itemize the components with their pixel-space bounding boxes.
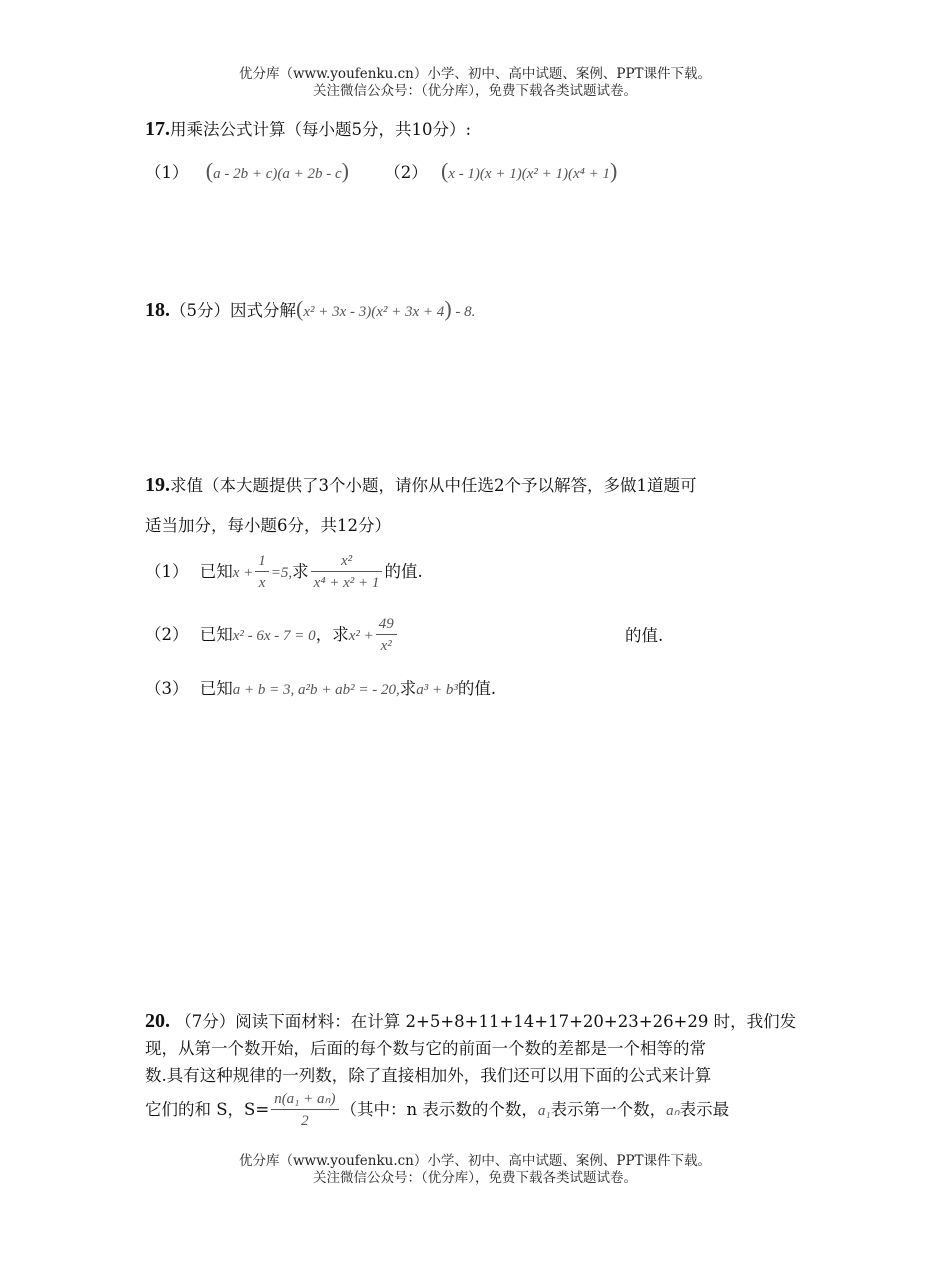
q20-line-3: 数.具有这种规律的一列数，除了直接相加外，我们还可以用下面的公式来计算 (145, 1066, 712, 1085)
q19-p2-fraction: $\frac{49}{\text{x²}}$ (376, 614, 397, 657)
q19-p3-expr-b: a³ + b³ (416, 682, 458, 698)
q17-title: 用乘法公式计算（每小题5分，共10分）: (170, 120, 472, 139)
q18-expression: (x² + 3x - 3)(x² + 3x + 4) - 8. (296, 296, 476, 321)
q19-p1-expr-a: x + (232, 565, 254, 581)
page-footer (0, 1153, 950, 1187)
q19-intro-1: 求值（本大题提供了3个小题，请你从中任选2个予以解答，多做1道题可 (170, 476, 697, 495)
q19-part-2 (145, 614, 665, 657)
q19-p1-fraction: $\frac{1}{x}$ (255, 551, 269, 594)
q19-p1-fraction-2: $\frac{\text{x²}}{\text{x⁴ + x² + 1}}$ (311, 551, 383, 594)
q19-p1-label: （1） (145, 562, 189, 581)
page-header (0, 66, 950, 100)
q19-p3-ask: 求 (399, 679, 417, 698)
q20-sum-formula: $\frac{\text{n(a₁ + aₙ)}}{2}$ (271, 1089, 338, 1132)
q19-p3-label: （3） (145, 679, 189, 698)
q19-p1-tail: 的值. (384, 562, 423, 581)
q17-p2-expression: (x - 1)(x + 1)(x² + 1)(x⁴ + 1) (440, 158, 618, 183)
q19-p3-known: 已知 (199, 679, 233, 698)
q19-intro-line-1 (145, 472, 697, 497)
q19-part-3 (145, 675, 496, 699)
q19-number: 19. (145, 474, 170, 496)
q19-p2-label: （2） (145, 625, 189, 644)
q19-p2-known: 已知 (199, 625, 233, 644)
q18-line (145, 296, 475, 322)
q19-p2-tail: 的值. (625, 626, 664, 645)
q19-p1-known: 已知 (199, 562, 233, 581)
q20-a1: a₁ (537, 1103, 551, 1119)
q20-number: 20. (145, 1010, 170, 1032)
q20-paragraph (145, 1008, 807, 1132)
footer-line-1: 优分库（www.youfenku.cn）小学、初中、高中试题、案例、PPT课件下载。 (238, 1153, 712, 1169)
q19-p1-ask: 求 (292, 562, 309, 581)
q18-number: 18. (145, 299, 170, 321)
q19-p2-expr: x² - 6x - 7 = 0 (232, 628, 316, 644)
q20-an: aₙ (666, 1103, 680, 1119)
q20-line-2: 现，从第一个数开始，后面的每个数与它的前面一个数的差都是一个相等的常 (145, 1039, 706, 1058)
q19-p3-expr: a + b = 3, a²b + ab² = - 20, (232, 682, 400, 698)
header-line-2: 关注微信公众号：（优分库），免费下载各类试题试卷。 (313, 83, 637, 99)
q19-part-1 (145, 551, 423, 594)
q19-p2-ask: ，求 (315, 625, 349, 644)
q17-p1-expression: (a - 2b + c)(a + 2b - c) (205, 158, 349, 183)
q17-parts (145, 158, 617, 184)
q17-p2-label: （2） (384, 163, 428, 182)
q19-p1-expr-b: =5, (270, 565, 293, 581)
q17-p1-label: （1） (145, 163, 189, 182)
q20-line-4: 它们的和 S，S= $\frac{\text{n(a₁ + aₙ)}}{2}$ （其中：n 表示数的个数，a₁表示第一个数，aₙ表示最 (145, 1089, 807, 1132)
q17-title-line (145, 116, 471, 141)
q19-p2-expr-b: x² + (348, 628, 374, 644)
q20-line-1: 20. （7分）阅读下面材料：在计算 2+5+8+11+14+17+20+23+26+29 时，我们发 (145, 1010, 797, 1032)
q18-title: （5分）因式分解 (170, 301, 296, 320)
q19-intro-line-2: 适当加分，每小题6分，共12分） (145, 516, 391, 535)
header-line-1: 优分库（www.youfenku.cn）小学、初中、高中试题、案例、PPT课件下载。 (238, 66, 712, 82)
q19-p3-tail: 的值. (457, 679, 497, 698)
footer-line-2: 关注微信公众号：（优分库），免费下载各类试题试卷。 (313, 1170, 637, 1186)
q17-number: 17. (145, 118, 170, 140)
